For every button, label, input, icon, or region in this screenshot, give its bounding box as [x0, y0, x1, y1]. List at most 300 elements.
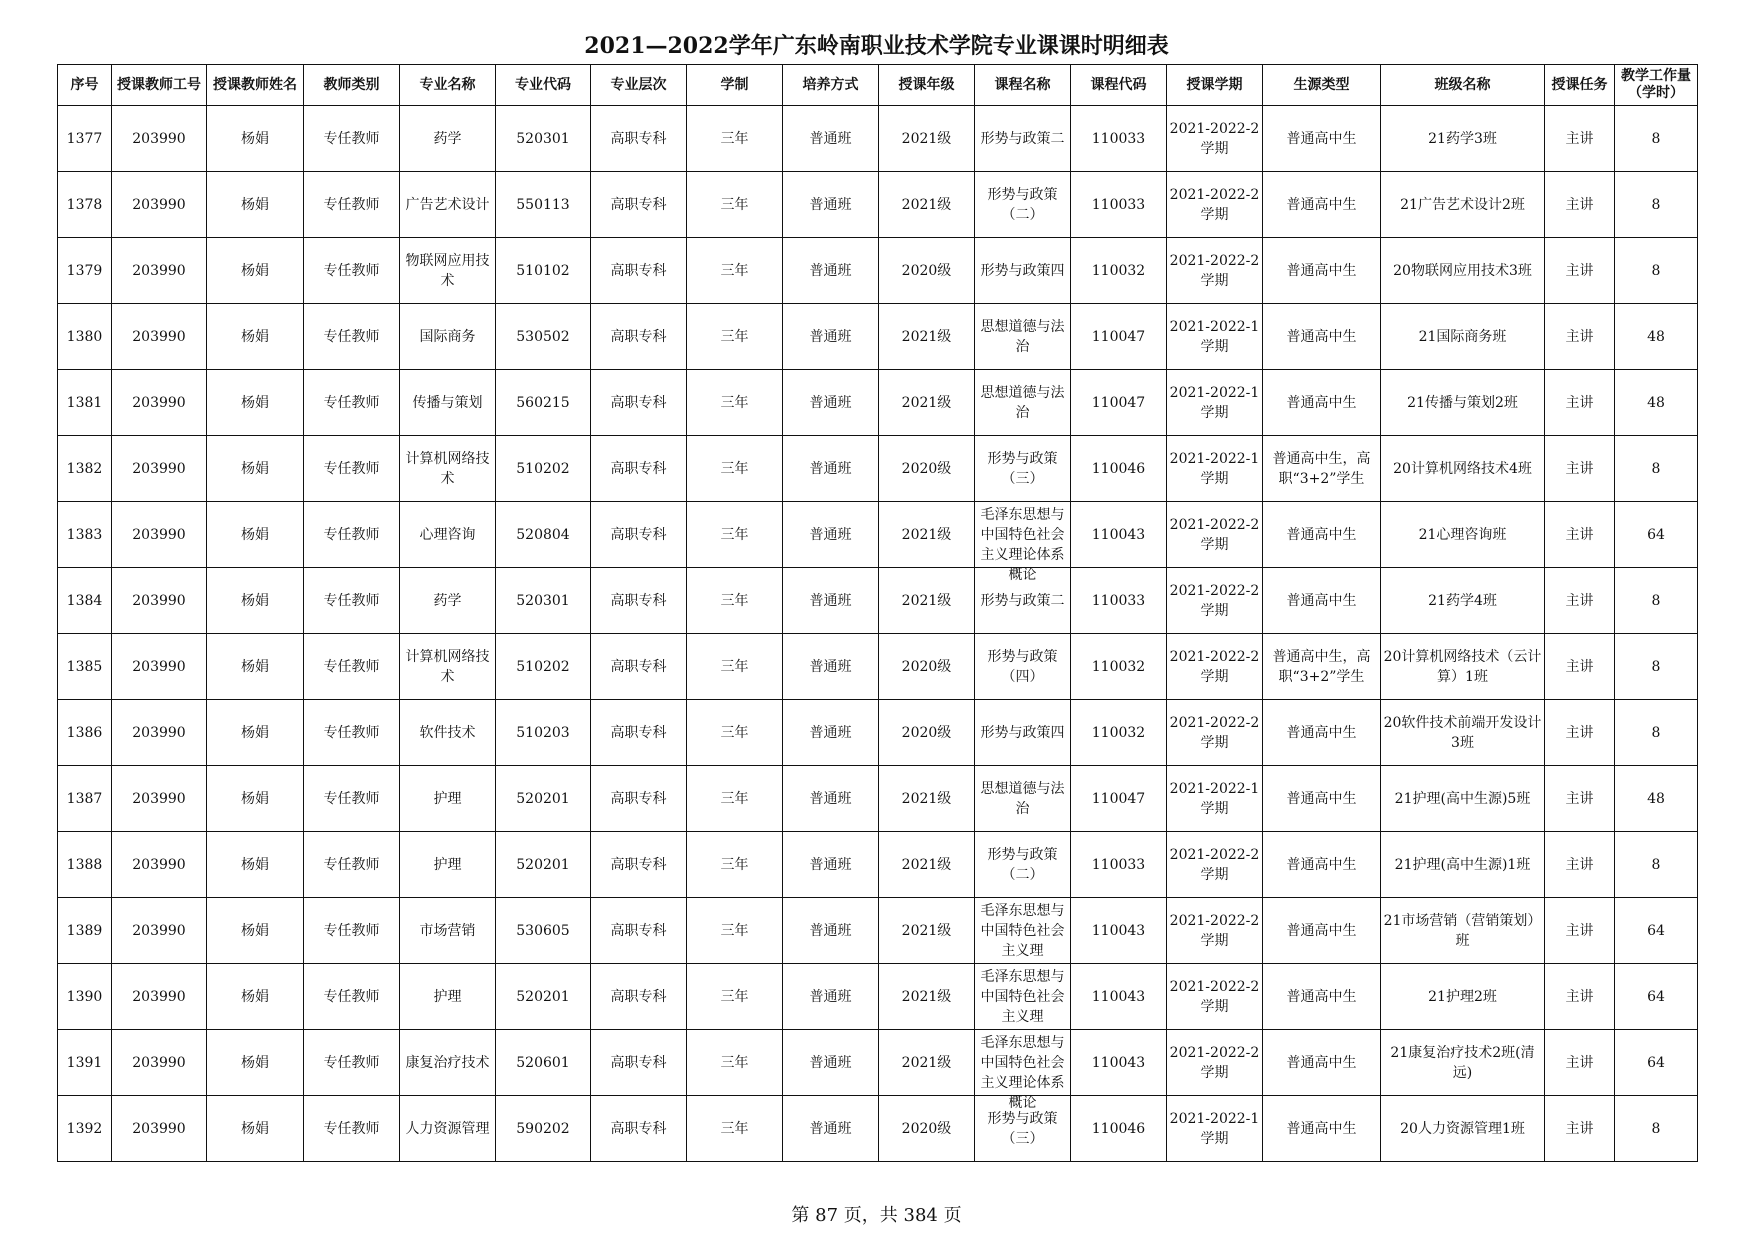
table-cell	[1263, 436, 1381, 502]
cell-text: 形势与政策（四）	[987, 648, 1058, 685]
table-cell	[58, 1096, 112, 1162]
cell-text: 2021级	[901, 328, 952, 345]
table-cell	[304, 1096, 400, 1162]
cell-text: 普通班	[809, 658, 852, 675]
table-cell	[783, 304, 879, 370]
cell-text: 2020级	[901, 460, 952, 477]
table-cell	[975, 700, 1071, 766]
table-cell	[207, 568, 304, 634]
table-cell	[1263, 238, 1381, 304]
table-cell	[687, 106, 783, 172]
cell-text: 1377	[66, 130, 103, 147]
cell-text: 8	[1651, 1120, 1661, 1137]
table-cell	[1545, 304, 1615, 370]
cell-text: 110032	[1091, 658, 1146, 675]
column-header: 教师类别	[304, 65, 400, 106]
table-cell	[207, 238, 304, 304]
table-cell	[975, 898, 1071, 964]
cell-text: 三年	[720, 922, 749, 939]
cell-text: 21心理咨询班	[1418, 526, 1507, 543]
table-cell	[591, 898, 687, 964]
cell-text: 普通高中生	[1286, 394, 1357, 411]
table-cell	[1545, 634, 1615, 700]
table-cell	[207, 898, 304, 964]
table-cell	[879, 238, 975, 304]
table-cell	[1381, 304, 1545, 370]
table-cell	[687, 370, 783, 436]
cell-text: 普通高中生，高职“3+2”学生	[1272, 450, 1371, 487]
cell-text: 21国际商务班	[1418, 328, 1507, 345]
cell-text: 20物联网应用技术3班	[1393, 262, 1532, 279]
table-cell	[687, 1030, 783, 1096]
table-cell	[400, 436, 496, 502]
table-cell	[687, 634, 783, 700]
cell-text: 1385	[66, 658, 103, 675]
cell-text: 510203	[516, 724, 570, 741]
table-cell	[400, 634, 496, 700]
cell-text: 杨娟	[241, 988, 269, 1005]
table-cell	[879, 832, 975, 898]
cell-text: 三年	[720, 460, 749, 477]
cell-text: 主讲	[1565, 856, 1594, 873]
table-cell	[207, 1030, 304, 1096]
table-cell	[304, 370, 400, 436]
cell-text: 专任教师	[323, 1054, 380, 1071]
table-row	[58, 766, 1698, 832]
table-row	[58, 304, 1698, 370]
cell-text: 主讲	[1565, 262, 1594, 279]
cell-text: 主讲	[1565, 988, 1594, 1005]
table-cell	[1545, 700, 1615, 766]
cell-text: 杨娟	[241, 1120, 269, 1137]
table-cell	[496, 304, 591, 370]
cell-text: 203990	[132, 526, 186, 543]
table-cell	[1545, 436, 1615, 502]
cell-text: 高职专科	[610, 262, 667, 279]
column-header: 班级名称	[1381, 65, 1545, 106]
column-header: 课程名称	[975, 65, 1071, 106]
table-cell	[1071, 1096, 1167, 1162]
table-cell	[207, 502, 304, 568]
table-cell	[591, 634, 687, 700]
table-cell	[591, 568, 687, 634]
table-cell	[304, 766, 400, 832]
cell-text: 1390	[66, 988, 103, 1005]
cell-text: 2020级	[901, 262, 952, 279]
cell-text: 形势与政策二	[980, 592, 1065, 609]
cell-text: 物联网应用技术	[405, 252, 490, 289]
column-header: 序号	[58, 65, 112, 106]
cell-text: 专任教师	[323, 856, 380, 873]
cell-text: 550113	[516, 196, 570, 213]
cell-text: 520201	[516, 790, 570, 807]
column-header: 授课教师工号	[112, 65, 207, 106]
table-cell	[591, 370, 687, 436]
cell-text: 64	[1647, 526, 1665, 543]
cell-text: 毛泽东思想与中国特色社会主义理	[980, 902, 1065, 959]
table-cell	[1615, 370, 1698, 436]
table-cell	[1545, 766, 1615, 832]
table-cell	[1381, 700, 1545, 766]
table-cell	[1071, 304, 1167, 370]
cell-text: 市场营销	[419, 922, 476, 939]
cell-text: 普通班	[809, 460, 852, 477]
table-cell	[591, 1096, 687, 1162]
table-row	[58, 106, 1698, 172]
cell-text: 2021级	[901, 856, 952, 873]
table-cell	[1167, 568, 1263, 634]
table-cell	[1545, 1096, 1615, 1162]
column-header: 专业层次	[591, 65, 687, 106]
table-cell	[207, 964, 304, 1030]
table-cell	[112, 1096, 207, 1162]
table-cell	[687, 964, 783, 1030]
cell-text: 高职专科	[610, 196, 667, 213]
cell-text: 2020级	[901, 1120, 952, 1137]
table-cell	[1381, 370, 1545, 436]
table-cell	[783, 634, 879, 700]
cell-text: 三年	[720, 130, 749, 147]
table-cell	[400, 106, 496, 172]
cell-text: 思想道德与法治	[980, 318, 1065, 355]
table-cell	[400, 1030, 496, 1096]
cell-text: 普通班	[809, 856, 852, 873]
table-cell	[1381, 1030, 1545, 1096]
table-cell	[1071, 964, 1167, 1030]
cell-text: 专任教师	[323, 526, 380, 543]
table-cell	[1381, 106, 1545, 172]
table-cell	[1167, 436, 1263, 502]
column-header: 培养方式	[783, 65, 879, 106]
cell-text: 心理咨询	[419, 526, 476, 543]
table-cell	[1263, 832, 1381, 898]
table-cell	[1545, 568, 1615, 634]
table-cell	[496, 898, 591, 964]
table-cell	[1071, 766, 1167, 832]
cell-text: 高职专科	[610, 658, 667, 675]
cell-text: 21药学3班	[1428, 130, 1497, 147]
cell-text: 普通高中生	[1286, 1054, 1357, 1071]
cell-text: 2021级	[901, 592, 952, 609]
cell-text: 203990	[132, 196, 186, 213]
table-cell	[879, 568, 975, 634]
table-cell	[58, 634, 112, 700]
table-cell	[1381, 634, 1545, 700]
cell-text: 杨娟	[241, 856, 269, 873]
table-cell	[1071, 568, 1167, 634]
cell-text: 520601	[516, 1054, 570, 1071]
table-cell	[591, 1030, 687, 1096]
table-cell	[687, 436, 783, 502]
cell-text: 110047	[1091, 790, 1146, 807]
cell-text: 110047	[1091, 394, 1146, 411]
cell-text: 杨娟	[241, 394, 269, 411]
table-cell	[304, 634, 400, 700]
cell-text: 21广告艺术设计2班	[1400, 196, 1525, 213]
table-cell	[1381, 766, 1545, 832]
table-row	[58, 436, 1698, 502]
table-cell	[1167, 304, 1263, 370]
table-cell	[207, 1096, 304, 1162]
table-cell	[400, 172, 496, 238]
table-cell	[58, 832, 112, 898]
cell-text: 普通班	[809, 922, 852, 939]
table-cell	[879, 172, 975, 238]
table-cell	[1167, 898, 1263, 964]
table-cell	[975, 238, 1071, 304]
table-cell	[496, 106, 591, 172]
table-cell	[687, 568, 783, 634]
cell-text: 毛泽东思想与中国特色社会主义理	[980, 968, 1065, 1025]
table-cell	[58, 304, 112, 370]
column-header: 授课学期	[1167, 65, 1263, 106]
cell-text: 1391	[66, 1054, 103, 1071]
cell-text: 21药学4班	[1428, 592, 1497, 609]
cell-text: 专任教师	[323, 262, 380, 279]
cell-text: 20人力资源管理1班	[1400, 1120, 1525, 1137]
cell-text: 杨娟	[241, 724, 269, 741]
table-cell	[975, 766, 1071, 832]
cell-text: 主讲	[1565, 328, 1594, 345]
cell-text: 110033	[1091, 856, 1146, 873]
cell-text: 形势与政策（二）	[987, 846, 1058, 883]
cell-text: 21护理(高中生源)1班	[1394, 856, 1531, 873]
table-cell	[207, 370, 304, 436]
cell-text: 专任教师	[323, 790, 380, 807]
cell-text: 590202	[516, 1120, 570, 1137]
cell-text: 64	[1647, 922, 1665, 939]
table-cell	[1615, 832, 1698, 898]
table-cell	[1071, 172, 1167, 238]
cell-text: 2021-2022-2学期	[1169, 582, 1260, 619]
table-cell	[687, 304, 783, 370]
cell-text: 110047	[1091, 328, 1146, 345]
cell-text: 2021级	[901, 394, 952, 411]
table-cell	[879, 502, 975, 568]
table-cell	[207, 436, 304, 502]
cell-text: 思想道德与法治	[980, 780, 1065, 817]
cell-text: 高职专科	[610, 1120, 667, 1137]
cell-text: 110043	[1091, 526, 1146, 543]
cell-text: 8	[1651, 262, 1661, 279]
table-cell	[783, 898, 879, 964]
cell-text: 48	[1647, 394, 1665, 411]
cell-text: 2021级	[901, 988, 952, 1005]
cell-text: 三年	[720, 856, 749, 873]
cell-text: 杨娟	[241, 922, 269, 939]
cell-text: 110043	[1091, 988, 1146, 1005]
table-cell	[1071, 106, 1167, 172]
table-cell	[1545, 172, 1615, 238]
table-cell	[58, 766, 112, 832]
cell-text: 广告艺术设计	[405, 196, 490, 213]
table-cell	[687, 898, 783, 964]
table-cell	[687, 766, 783, 832]
table-cell	[1263, 568, 1381, 634]
cell-text: 主讲	[1565, 196, 1594, 213]
cell-text: 普通高中生	[1286, 592, 1357, 609]
table-cell	[1381, 502, 1545, 568]
cell-text: 2021-2022-2学期	[1169, 912, 1260, 949]
cell-text: 高职专科	[610, 592, 667, 609]
table-cell	[975, 502, 1071, 583]
cell-text: 203990	[132, 856, 186, 873]
table-cell	[879, 1030, 975, 1096]
table-cell	[1071, 700, 1167, 766]
cell-text: 普通班	[809, 526, 852, 543]
table-cell	[1071, 1030, 1167, 1096]
cell-text: 专任教师	[323, 592, 380, 609]
table-cell	[112, 172, 207, 238]
table-cell	[1615, 304, 1698, 370]
table-cell	[1071, 898, 1167, 964]
cell-text: 2021级	[901, 790, 952, 807]
table-cell	[400, 568, 496, 634]
cell-text: 520301	[516, 592, 570, 609]
table-cell	[1263, 1096, 1381, 1162]
table-cell	[58, 502, 112, 568]
cell-text: 1381	[66, 394, 103, 411]
course-hours-table	[57, 64, 1698, 1162]
table-cell	[975, 964, 1071, 1030]
cell-text: 110033	[1091, 130, 1146, 147]
table-cell	[1263, 766, 1381, 832]
table-cell	[1381, 172, 1545, 238]
cell-text: 杨娟	[241, 658, 269, 675]
cell-text: 专任教师	[323, 658, 380, 675]
table-cell	[58, 238, 112, 304]
table-cell	[975, 370, 1071, 436]
cell-text: 三年	[720, 196, 749, 213]
cell-text: 1392	[66, 1120, 103, 1137]
cell-text: 专任教师	[323, 328, 380, 345]
cell-text: 2021-2022-2学期	[1169, 846, 1260, 883]
table-cell	[496, 172, 591, 238]
table-cell	[1071, 832, 1167, 898]
cell-text: 2021-2022-2学期	[1169, 648, 1260, 685]
table-cell	[975, 304, 1071, 370]
cell-text: 8	[1651, 460, 1661, 477]
cell-text: 主讲	[1565, 526, 1594, 543]
table-cell	[400, 1096, 496, 1162]
table-row	[58, 502, 1698, 568]
table-cell	[496, 1030, 591, 1096]
table-cell	[1167, 1096, 1263, 1162]
cell-text: 三年	[720, 592, 749, 609]
cell-text: 康复治疗技术	[405, 1054, 490, 1071]
table-cell	[783, 964, 879, 1030]
cell-text: 2021-2022-2学期	[1169, 120, 1260, 157]
cell-text: 毛泽东思想与中国特色社会主义理论体系概论	[980, 506, 1065, 583]
table-cell	[1615, 238, 1698, 304]
cell-text: 主讲	[1565, 724, 1594, 741]
table-cell	[879, 634, 975, 700]
cell-text: 杨娟	[241, 1054, 269, 1071]
cell-text: 三年	[720, 988, 749, 1005]
table-cell	[1167, 700, 1263, 766]
table-cell	[112, 304, 207, 370]
table-cell	[1545, 106, 1615, 172]
table-cell	[496, 634, 591, 700]
cell-text: 48	[1647, 790, 1665, 807]
cell-text: 护理	[433, 790, 462, 807]
table-cell	[975, 106, 1071, 172]
cell-text: 530605	[516, 922, 570, 939]
table-cell	[1615, 1030, 1698, 1096]
cell-text: 1383	[66, 526, 103, 543]
table-cell	[1263, 502, 1381, 568]
cell-text: 杨娟	[241, 790, 269, 807]
cell-text: 杨娟	[241, 526, 269, 543]
table-cell	[112, 1030, 207, 1096]
cell-text: 普通高中生	[1286, 988, 1357, 1005]
cell-text: 人力资源管理	[405, 1120, 490, 1137]
table-cell	[1381, 964, 1545, 1030]
cell-text: 杨娟	[241, 130, 269, 147]
table-cell	[1167, 1030, 1263, 1096]
table-cell	[1545, 898, 1615, 964]
cell-text: 高职专科	[610, 790, 667, 807]
cell-text: 主讲	[1565, 790, 1594, 807]
cell-text: 203990	[132, 1120, 186, 1137]
table-cell	[304, 436, 400, 502]
table-cell	[1263, 370, 1381, 436]
table-cell	[1167, 502, 1263, 568]
cell-text: 8	[1651, 592, 1661, 609]
cell-text: 普通班	[809, 262, 852, 279]
cell-text: 形势与政策二	[980, 130, 1065, 147]
cell-text: 三年	[720, 1054, 749, 1071]
table-cell	[400, 370, 496, 436]
table-cell	[783, 106, 879, 172]
cell-text: 1378	[66, 196, 103, 213]
cell-text: 普通班	[809, 328, 852, 345]
cell-text: 普通高中生	[1286, 196, 1357, 213]
table-cell	[1545, 1030, 1615, 1096]
table-cell	[1615, 436, 1698, 502]
cell-text: 三年	[720, 328, 749, 345]
table-cell	[1381, 568, 1545, 634]
table-cell	[975, 1030, 1071, 1111]
cell-text: 主讲	[1565, 1120, 1594, 1137]
cell-text: 三年	[720, 262, 749, 279]
table-row	[58, 568, 1698, 634]
table-cell	[1263, 304, 1381, 370]
table-cell	[112, 832, 207, 898]
column-header: 生源类型	[1263, 65, 1381, 106]
table-cell	[207, 766, 304, 832]
cell-text: 主讲	[1565, 658, 1594, 675]
cell-text: 高职专科	[610, 130, 667, 147]
cell-text: 普通高中生	[1286, 790, 1357, 807]
cell-text: 高职专科	[610, 922, 667, 939]
table-cell	[591, 700, 687, 766]
table-cell	[591, 766, 687, 832]
cell-text: 1379	[66, 262, 103, 279]
cell-text: 64	[1647, 988, 1665, 1005]
table-cell	[783, 1096, 879, 1162]
table-cell	[496, 832, 591, 898]
cell-text: 203990	[132, 724, 186, 741]
cell-text: 形势与政策四	[980, 724, 1065, 741]
table-cell	[879, 1096, 975, 1162]
cell-text: 510202	[516, 658, 570, 675]
table-row	[58, 1030, 1698, 1096]
table-cell	[975, 634, 1071, 700]
cell-text: 高职专科	[610, 526, 667, 543]
cell-text: 普通高中生	[1286, 526, 1357, 543]
cell-text: 520201	[516, 988, 570, 1005]
